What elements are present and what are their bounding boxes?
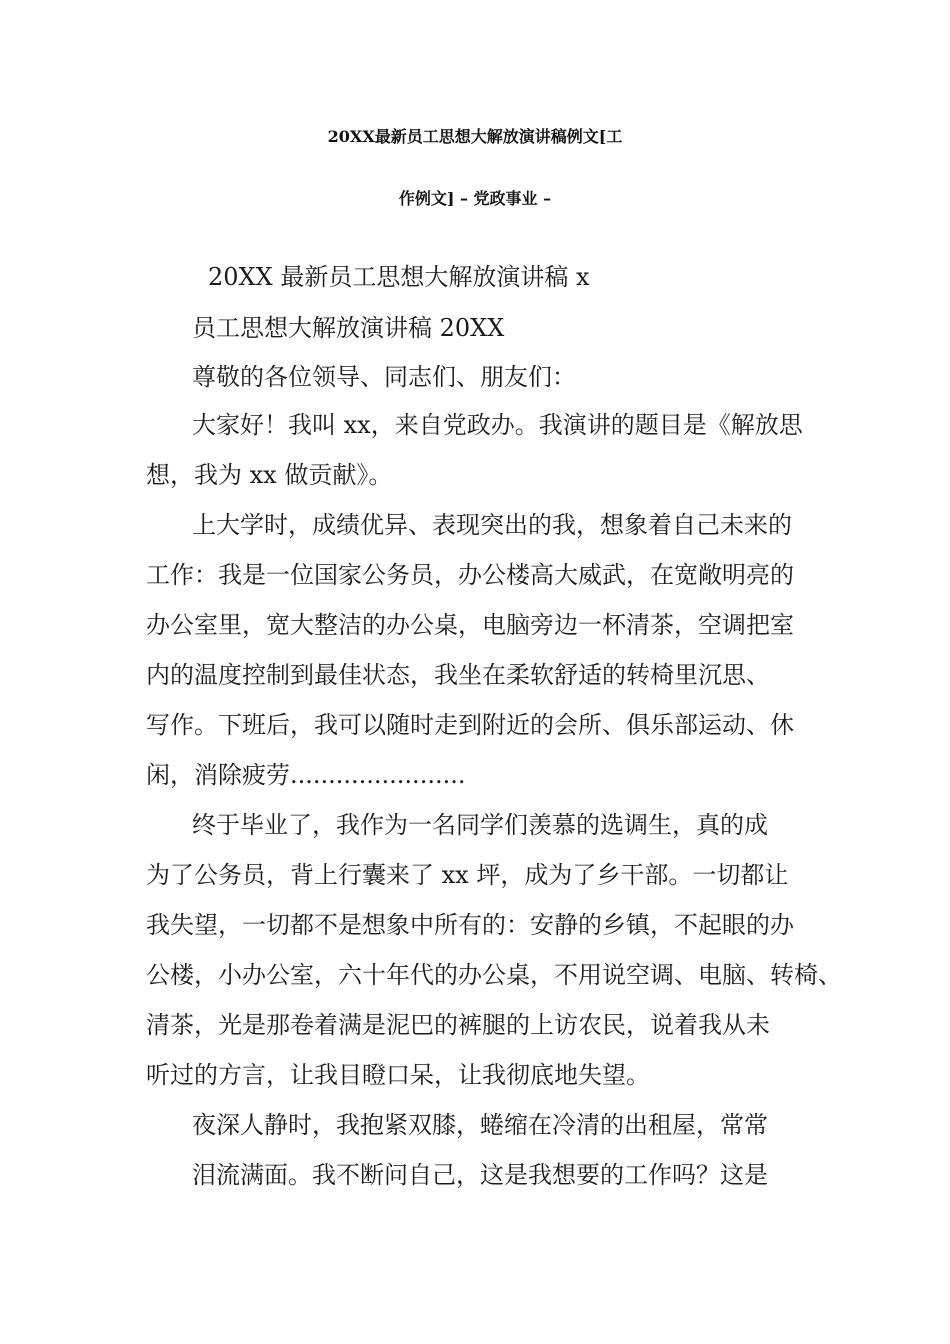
paragraph-line: 清茶，光是那卷着满是泥巴的裤腿的上访农民，说着我从未: [146, 1011, 770, 1039]
paragraph-line: 内的温度控制到最佳状态，我坐在柔软舒适的转椅里沉思、: [146, 661, 770, 689]
paragraph-line: 我失望，一切都不是想象中所有的：安静的乡镇，不起眼的办: [146, 911, 794, 939]
paragraph-line: 公楼，小办公室，六十年代的办公桌，不用说空调、电脑、转椅、: [146, 961, 842, 989]
document-title-line-1: 20XX最新员工思想大解放演讲稿例文[工: [327, 127, 623, 146]
paragraph-line: 泪流满面。我不断问自己，这是我想要的工作吗？这是: [192, 1161, 768, 1189]
document-title-line-2: 作例文] – 党政事业 –: [398, 189, 552, 208]
paragraph-line: 终于毕业了，我作为一名同学们羡慕的选调生，真的成: [192, 811, 768, 839]
paragraph-line: 写作。下班后，我可以随时走到附近的会所、俱乐部运动、休: [146, 711, 794, 739]
paragraph-line: 听过的方言，让我目瞪口呆，让我彻底地失望。: [146, 1061, 650, 1089]
paragraph-line: 工作：我是一位国家公务员，办公楼高大威武，在宽敞明亮的: [146, 561, 794, 589]
heading-line: 员工思想大解放演讲稿 20XX: [192, 314, 505, 342]
salutation-line: 尊敬的各位领导、同志们、朋友们：: [192, 363, 576, 391]
paragraph-line: 闲，消除疲劳.......................: [146, 761, 466, 789]
paragraph-line: 为了公务员，背上行囊来了 xx 坪，成为了乡干部。一切都让: [146, 861, 789, 889]
paragraph-line: 想，我为 xx 做贡献》。: [146, 461, 393, 489]
subtitle-line: 20XX 最新员工思想大解放演讲稿 x: [208, 263, 590, 291]
paragraph-line: 上大学时，成绩优异、表现突出的我，想象着自己未来的: [192, 511, 792, 539]
paragraph-line: 办公室里，宽大整洁的办公桌，电脑旁边一杯清茶，空调把室: [146, 611, 794, 639]
paragraph-line: 夜深人静时，我抱紧双膝，蜷缩在冷清的出租屋，常常: [192, 1111, 768, 1139]
paragraph-line: 大家好！我叫 xx，来自党政办。我演讲的题目是《解放思: [192, 411, 803, 439]
